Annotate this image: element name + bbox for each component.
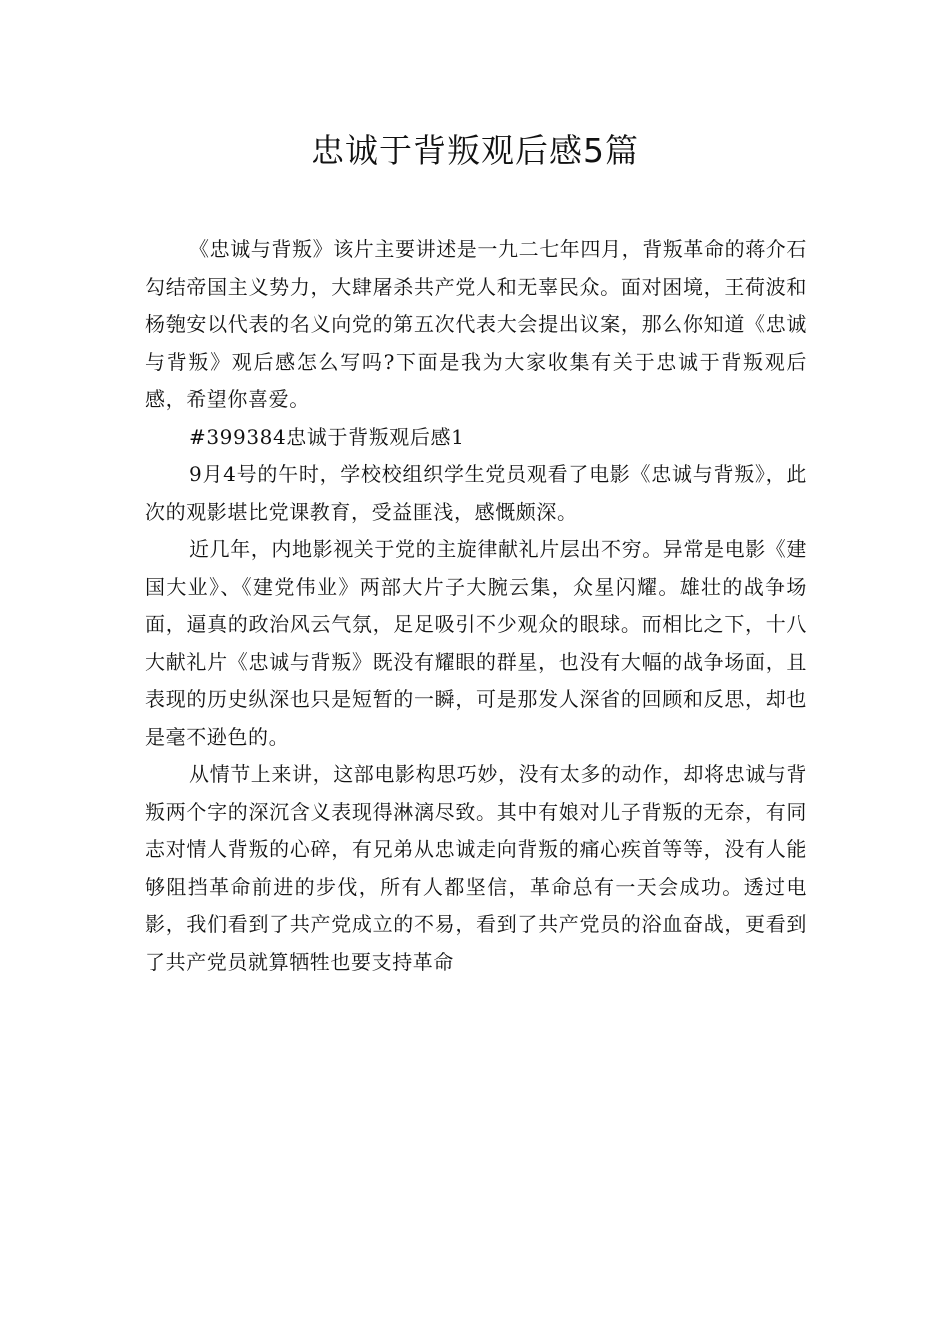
- document-title: 忠诚于背叛观后感5篇: [311, 131, 639, 170]
- document-body: [145, 231, 807, 981]
- body-paragraph: 近几年，内地影视关于党的主旋律献礼片层出不穷。异常是电影《建国大业》、《建党伟业》两部大片子大腕云集，众星闪耀。雄壮的战争场面，逼真的政治风云气氛，足足吸引不少观众的眼球。而相比之下，十八大献礼片《忠诚与背叛》既没有耀眼的群星，也没有大幅的战争场面，且表现的历史纵深也只是短暂的一瞬，可是那发人深省的回顾和反思，却也是毫不逊色的。: [145, 537, 807, 749]
- section-heading: #399384忠诚于背叛观后感1: [189, 424, 465, 449]
- body-paragraph: 9月4号的午时，学校校组织学生党员观看了电影《忠诚与背叛》，此次的观影堪比党课教育，受益匪浅，感慨颇深。: [145, 462, 807, 524]
- body-paragraph: 从情节上来讲，这部电影构思巧妙，没有太多的动作，却将忠诚与背叛两个字的深沉含义表现得淋漓尽致。其中有娘对儿子背叛的无奈，有同志对情人背叛的心碎，有兄弟从忠诚走向背叛的痛心疾首等等，没有人能够阻挡革命前进的步伐，所有人都坚信，革命总有一天会成功。透过电影，我们看到了共产党成立的不易，看到了共产党员的浴血奋战，更看到了共产党员就算牺牲也要支持革命: [145, 762, 807, 974]
- intro-paragraph: 《忠诚与背叛》该片主要讲述是一九二七年四月，背叛革命的蒋介石勾结帝国主义势力，大肆屠杀共产党人和无辜民众。面对困境，王荷波和杨匏安以代表的名义向党的第五次代表大会提出议案，那么你知道《忠诚与背叛》观后感怎么写吗?下面是我为大家收集有关于忠诚于背叛观后感，希望你喜爱。: [145, 237, 807, 411]
